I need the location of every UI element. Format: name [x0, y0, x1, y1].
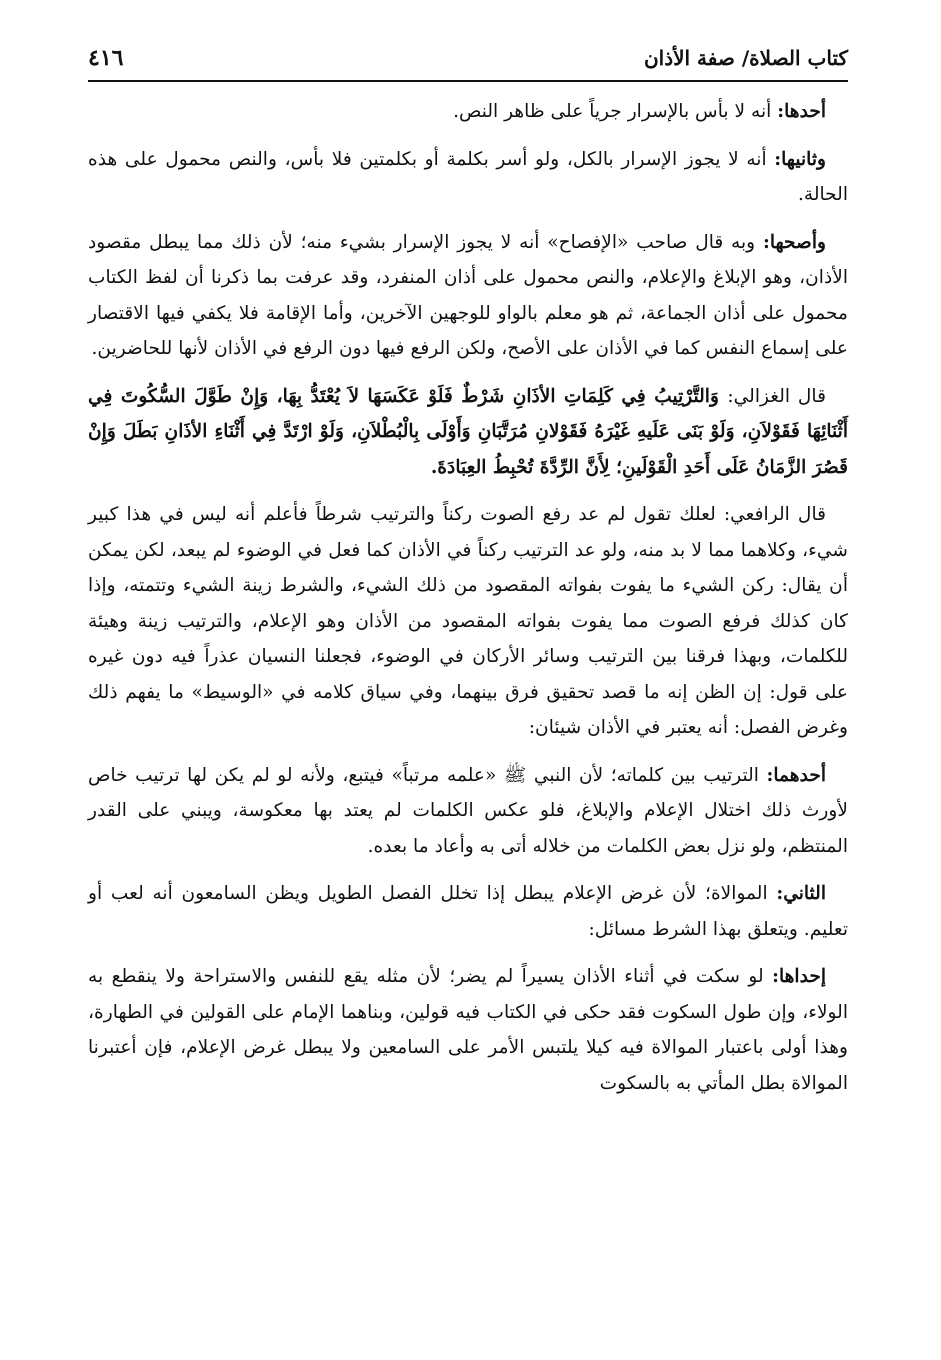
paragraph-1 — [88, 94, 848, 130]
paragraph-ghazali-matn — [88, 379, 848, 486]
paragraph-lead: أحدهما: — [766, 764, 826, 786]
paragraph-8 — [88, 959, 848, 1101]
paragraph-lead: وثانيها: — [774, 148, 826, 170]
paragraph-3 — [88, 225, 848, 367]
page-body — [88, 94, 848, 1113]
paragraph-lead: وأصحها: — [762, 231, 826, 253]
page-header — [88, 40, 848, 76]
paragraph-text: لعلك تقول لم عد رفع الصوت ركناً والترتيب شرطاً فأعلم أنه ليس في هذا كبير شيء، وكلاهما مما لا بد منه، ولو عد الترتيب ركناً في الأذان كما فعل في الوضوء لم يبعد، لكن يمكن أن يقال: ركن الشيء ما يفوت بفواته المقصود من ذلك الشيء، والشرط زينة الشيء وتتمته، وإذا كان كذلك فرفع الصوت مما يفوت بفواته المقصود من الأذان وهو الإعلام، والترتيب زينة وهيئة للكلمات، وبهذا فرقنا بين الترتيب وسائر الأركان في الوضوء، فجعلنا النسيان عذراً فيه دون غيره على قول: إن الظن إنه ما قصد تحقيق فرق بينهما، وفي سياق كلامه في «الوسيط» ما يفهم ذلك وغرض الفصل: أنه يعتبر في الأذان شيئان: — [88, 504, 848, 738]
paragraph-lead-plain: قال الغزالي: — [727, 385, 826, 407]
paragraph-2 — [88, 142, 848, 213]
paragraph-text: وبه قال صاحب «الإفصاح» أنه لا يجوز الإسرار بشيء منه؛ لأن ذلك مما يبطل مقصود الأذان، وهو الإبلاغ والإعلام، والنص محمول على أذان المنفرد، وقد عرفت بما ذكرنا أن لفظ الكتاب محمول على أذان الجماعة، ثم هو معلم بالواو للوجهين الآخرين، وأما الإقامة فلا يكفي فيها الاقتصار على إسماع النفس كما في الأذان على الأصح، ولكن الرفع فيها دون الرفع في الأذان لأنها للحاضرين. — [88, 231, 848, 359]
paragraph-7 — [88, 876, 848, 947]
paragraph-rafii-commentary — [88, 497, 848, 746]
paragraph-text: أنه لا يجوز الإسرار بالكل، ولو أسر بكلمة أو بكلمتين فلا بأس، والنص محمول على هذه الحالة. — [88, 148, 848, 205]
paragraph-lead-plain: قال الرافعي: — [723, 504, 826, 525]
matn-text: وَالتَّرْتِيبُ فِي كَلِمَاتِ الأذَانِ شَرْطٌ فَلَوْ عَكَسَهَا لاَ يُعْتَدُّ بِهَا، وَإِنْ طَوَّلَ السُّكُوتَ فِي أَثْنَائِهَا فَقَوْلاَنِ، وَلَوْ بَنَى عَلَيهِ غَيْرَهُ فَقَوْلانِ مُرَتَّبَانِ وَأَوْلَى بِالْبُطْلاَنِ، وَلَوْ ارْتَدَّ فِي أَثْنَاءِ الأذَانِ بَطَلَ وَإِنْ قَصُرَ الزَّمَانُ عَلَى أَحَدِ الْقَوْلَينِ؛ لِأَنَّ الرِّدَّةَ تُحْبِطُ العِبَادَةَ. — [88, 385, 848, 478]
paragraph-lead: إحداها: — [772, 966, 826, 987]
running-title: كتاب الصلاة/ صفة الأذان — [643, 46, 848, 70]
paragraph-6 — [88, 758, 848, 865]
page-number: ٤١٦ — [88, 45, 124, 71]
paragraph-lead: أحدها: — [777, 101, 826, 122]
paragraph-lead: الثاني: — [776, 883, 826, 904]
paragraph-text: الموالاة؛ لأن غرض الإعلام يبطل إذا تخلل الفصل الطويل ويظن السامعون أنه لعب أو تعليم. ويتعلق بهذا الشرط مسائل: — [88, 883, 848, 940]
header-divider — [88, 80, 848, 82]
paragraph-text: الترتيب بين كلماته؛ لأن النبي ﷺ «علمه مرتباً» فيتبع، ولأنه لو لم يكن لها ترتيب خاص لأورث ذلك اختلال الإعلام والإبلاغ، فلو عكس الكلمات لم يعتد بها معكوسة، ويبني على القدر المنتظم، ولو نزل بعض الكلمات من خلاله أتى به وأعاد ما بعده. — [88, 764, 848, 857]
paragraph-text: أنه لا بأس بالإسرار جرياً على ظاهر النص. — [453, 101, 778, 122]
paragraph-text: لو سكت في أثناء الأذان يسيراً لم يضر؛ لأن مثله يقع للنفس والاستراحة ولا ينقطع به الولاء، وإن طول السكوت فقد حكى في الكتاب فيه قولين، وبناهما الإمام على القولين في الطهارة، وهذا أولى باعتبار الموالاة فيه كيلا يلتبس الأمر على السامعين ولا يبطل غرض الإعلام، فإن أعتبرنا الموالاة بطل المأتي به بالسكوت — [88, 966, 848, 1094]
